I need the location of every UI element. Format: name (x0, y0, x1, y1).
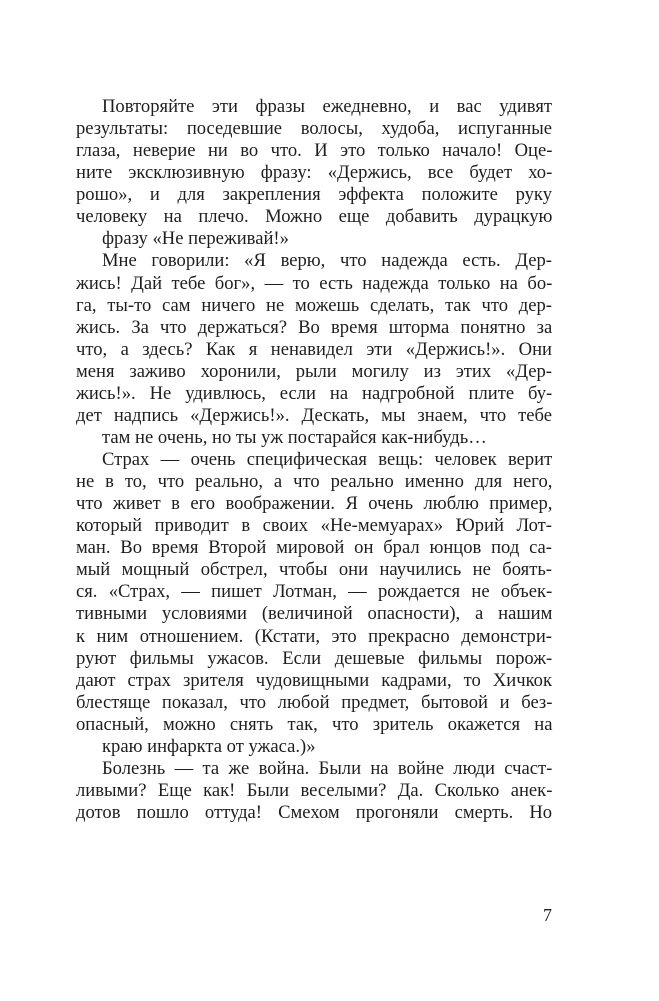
text-line: тивными условиями (величиной опасности), а нашим (76, 603, 553, 625)
text-line: не в то, что реально, а что реально именно для него, (76, 471, 553, 493)
text-line: ливыми? Еще как! Были веселыми? Да. Сколько анек- (76, 779, 553, 801)
text-line: Мне говорили: «Я верю, что надежда есть. Дер- (102, 250, 552, 272)
text-line: жись. За что держаться? Во время шторма понятно за (76, 316, 553, 338)
text-line: фразу «Не переживай!» (102, 228, 289, 250)
text-line: дотов пошло оттуда! Смехом прогоняли смерть. Но (76, 802, 553, 823)
text-line: блестяще показал, что любой предмет, бытовой и без- (76, 691, 553, 713)
text-line: Повторяйте эти фразы ежедневно, и вас удивят (102, 96, 552, 117)
text-line: га, ты-то сам ничего не можешь сделать, так что дер- (76, 294, 552, 316)
text-line: Страх — очень специфическая вещь: человек верит (102, 449, 553, 470)
paragraph-4 (76, 758, 552, 824)
paragraph-3 (76, 449, 552, 758)
paragraph-2 (76, 250, 552, 449)
page-number: 7 (543, 905, 552, 925)
paragraph-1 (76, 96, 552, 250)
text-line: глаза, неверие ни во что. И это только начало! Оце- (76, 140, 553, 162)
text-line: который приводит в своих «Не-мемуарах» Юрий Лот- (76, 515, 552, 537)
text-line: что, а здесь? Как я ненавидел эти «Держись!». Они (76, 338, 552, 360)
page-body (76, 96, 552, 824)
text-line: ните эксклюзивную фразу: «Держись, все будет хо- (76, 162, 553, 184)
text-line: меня заживо хоронили, рыли могилу из этих «Дер- (76, 360, 552, 382)
text-line: дет надпись «Держись!». Дескать, мы знаем, что тебе (76, 404, 552, 426)
text-line: опасный, можно снять так, что зритель окажется на (76, 713, 553, 735)
text-line: результаты: поседевшие волосы, худоба, испуганные (76, 118, 552, 140)
text-line: к ним отношением. (Кстати, это прекрасно демонстри- (76, 625, 552, 647)
text-line: Болезнь — та же война. Были на войне люди счаст- (102, 757, 553, 779)
text-line: жись! Дай тебе бог», — то есть надежда только на бо- (76, 272, 553, 294)
text-line: жись!». Не удивлюсь, если на надгробной плите бу- (76, 382, 553, 404)
text-line: рошо», и для закрепления эффекта положите руку (76, 184, 552, 206)
text-line: мый мощный обстрел, чтобы они научились не боять- (76, 559, 552, 581)
text-line: ся. «Страх, — пишет Лотман, — рождается не объек- (76, 581, 553, 603)
text-line: краю инфаркта от ужаса.)» (102, 735, 316, 757)
text-line: дают страх зрителя чудовищными кадрами, то Хичкок (76, 669, 552, 691)
text-line: ман. Во время Второй мировой он брал юнцов под са- (76, 537, 552, 559)
text-line: там не очень, но ты уж постарайся как-нибудь… (102, 426, 487, 448)
text-line: что живет в его воображении. Я очень люблю пример, (76, 493, 553, 515)
text-line: руют фильмы ужасов. Если дешевые фильмы порож- (76, 647, 553, 669)
text-line: человеку на плечо. Можно еще добавить дурацкую (76, 206, 553, 228)
